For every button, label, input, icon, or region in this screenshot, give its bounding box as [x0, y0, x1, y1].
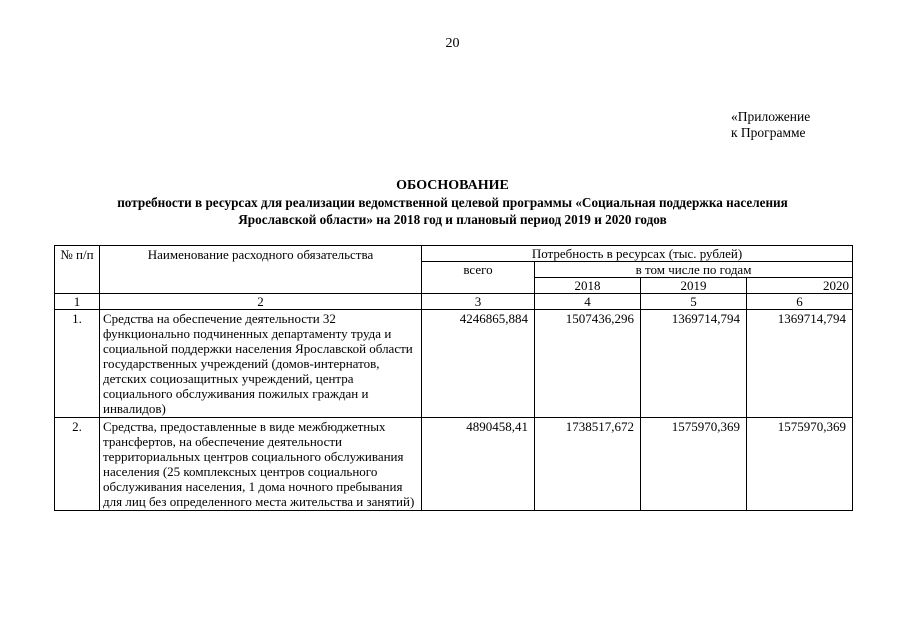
appendix-line-1: «Приложение	[731, 109, 811, 124]
page-number: 20	[445, 36, 460, 51]
column-number: 2	[100, 294, 422, 310]
header-year-2018: 2018	[535, 278, 641, 294]
appendix-line-2: к Программе	[731, 125, 806, 140]
row-name: Средства на обеспечение деятельности 32 функционально подчиненных департаменту труда и социальной поддержки населения Ярославской области государственных учреждений (домов-интернатов, детских социозащитных учреждений, центра социального обслуживания пожилых граждан и инвалидов)	[100, 310, 422, 418]
column-number: 6	[747, 294, 853, 310]
column-number: 1	[55, 294, 100, 310]
header-year-2020: 2020	[747, 278, 853, 294]
row-total: 4890458,41	[422, 418, 535, 511]
column-numbers-row	[55, 294, 853, 310]
header-need: Потребность в ресурсах (тыс. рублей)	[422, 246, 853, 262]
row-2019: 1575970,369	[641, 418, 747, 511]
column-number: 4	[535, 294, 641, 310]
header-number: № п/п	[55, 246, 100, 294]
row-2018: 1507436,296	[535, 310, 641, 418]
header-name: Наименование расходного обязательства	[100, 246, 422, 294]
document-subtitle-line-1: потребности в ресурсах для реализации ведомственной целевой программы «Социальная поддержка населения	[117, 195, 788, 210]
row-2018: 1738517,672	[535, 418, 641, 511]
row-2020: 1575970,369	[747, 418, 853, 511]
header-total: всего	[422, 262, 535, 294]
document-title: ОБОСНОВАНИЕ	[396, 178, 509, 193]
row-number: 1.	[55, 310, 100, 418]
row-name: Средства, предоставленные в виде межбюджетных трансфертов, на обеспечение деятельности территориальных центров социального обслуживания населения (25 комплексных центров социального обслуживания населения, 1 дома ночного пребывания для лиц без определенного места жительства и занятий)	[100, 418, 422, 511]
table-header-row	[55, 246, 853, 262]
row-2019: 1369714,794	[641, 310, 747, 418]
table-row	[55, 310, 853, 418]
appendix-note	[731, 109, 810, 141]
row-number: 2.	[55, 418, 100, 511]
column-number: 5	[641, 294, 747, 310]
document-heading	[40, 177, 865, 228]
header-year-2019: 2019	[641, 278, 747, 294]
header-by-years: в том числе по годам	[535, 262, 853, 278]
resources-table	[54, 245, 853, 511]
row-total: 4246865,884	[422, 310, 535, 418]
row-2020: 1369714,794	[747, 310, 853, 418]
column-number: 3	[422, 294, 535, 310]
table-row	[55, 418, 853, 511]
document-subtitle-line-2: Ярославской области» на 2018 год и плановый период 2019 и 2020 годов	[238, 212, 667, 227]
